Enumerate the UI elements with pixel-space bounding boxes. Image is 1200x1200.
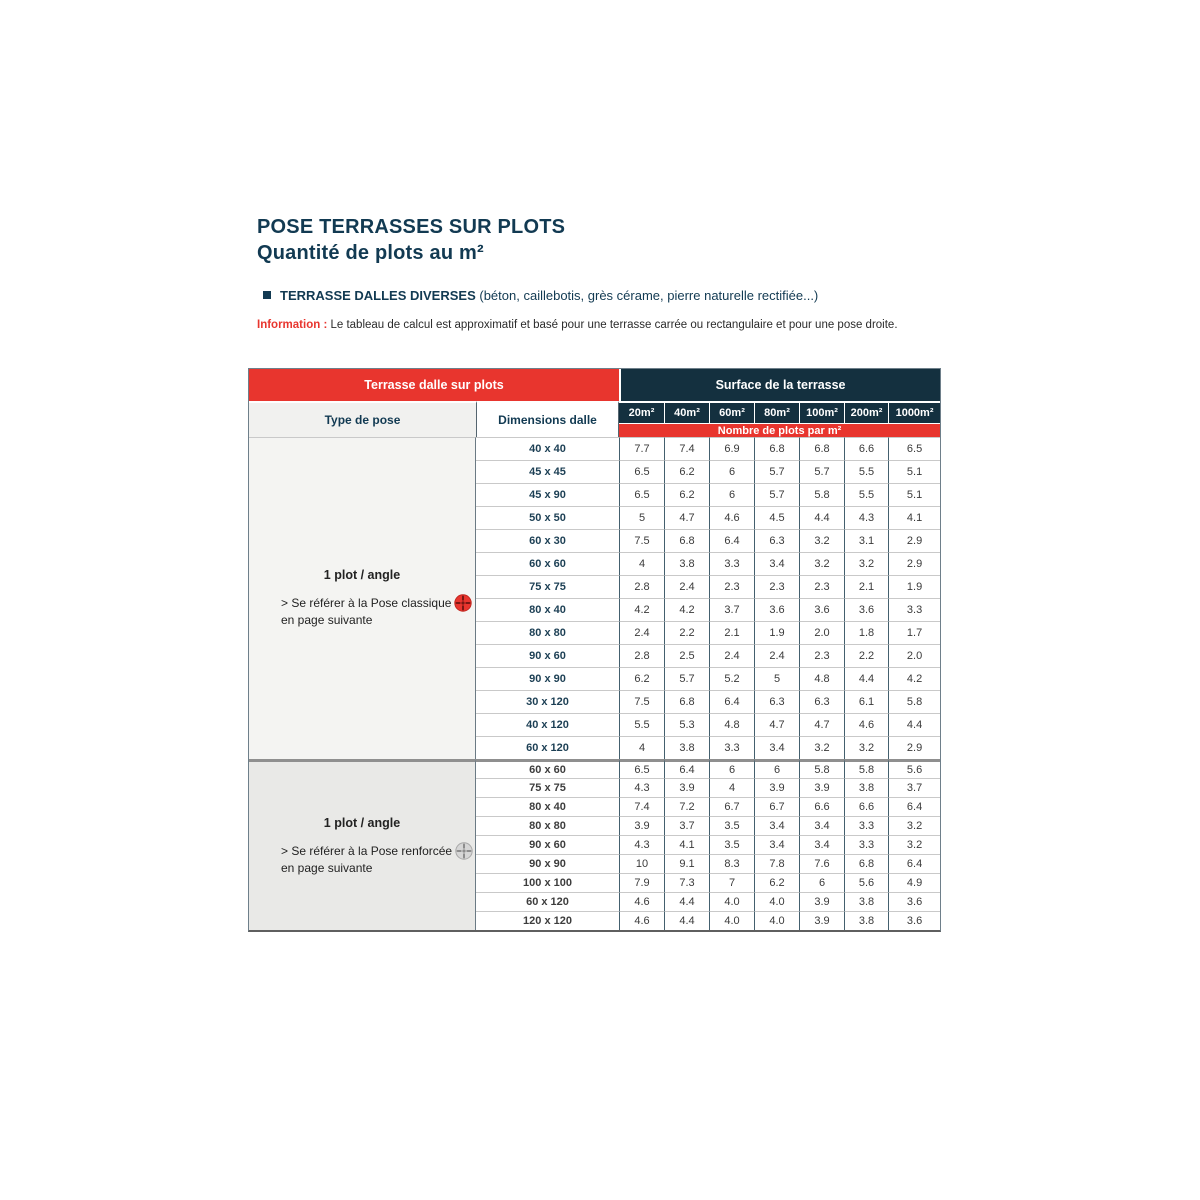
pose-reference-line2: en page suivante [281,860,373,875]
dimension-cell: 40 x 120 [476,713,619,736]
plots-value-cell: 6.8 [754,437,799,460]
plots-value-cell: 4.4 [799,506,844,529]
pose-classique-plot-icon [454,594,472,612]
plots-value-cell: 3.5 [709,816,754,835]
plots-value-cell: 4.4 [888,713,940,736]
pose-type-cell [249,437,476,759]
plots-value-cell: 2.1 [844,575,888,598]
dimension-cell: 90 x 90 [476,667,619,690]
plots-value-cell: 3.8 [844,892,888,911]
plots-value-cell: 4.0 [754,892,799,911]
plots-table-container [248,368,939,932]
plots-value-cell: 2.2 [664,621,709,644]
plots-value-cell: 3.6 [888,892,940,911]
column-header-80m2: 80m² [754,401,799,423]
plots-value-cell: 3.7 [664,816,709,835]
plots-value-cell: 6.4 [888,797,940,816]
plots-value-cell: 3.9 [799,778,844,797]
information-note [257,319,898,331]
plots-value-cell: 6.9 [709,437,754,460]
plots-value-cell: 6.2 [664,483,709,506]
plots-value-cell: 2.4 [619,621,664,644]
plots-value-cell: 3.4 [754,736,799,759]
plots-value-cell: 2.9 [888,552,940,575]
plots-value-cell: 6 [754,759,799,778]
plots-value-cell: 6.8 [664,529,709,552]
column-header-20m2: 20m² [619,401,664,423]
plots-value-cell: 3.9 [799,892,844,911]
pose-reference-line1: > Se référer à la Pose classique [281,596,452,610]
plots-value-cell: 4.3 [844,506,888,529]
plots-value-cell: 6.4 [709,690,754,713]
section-heading [263,288,818,303]
plots-value-cell: 3.7 [888,778,940,797]
dimension-cell: 100 x 100 [476,873,619,892]
plots-value-cell: 7.6 [799,854,844,873]
plots-value-cell: 10 [619,854,664,873]
plots-value-cell: 4 [619,552,664,575]
plots-table [248,368,941,932]
plots-value-cell: 2.3 [709,575,754,598]
plots-value-cell: 3.1 [844,529,888,552]
plots-value-cell: 3.8 [664,552,709,575]
plots-value-cell: 4.6 [709,506,754,529]
plots-value-cell: 1.9 [888,575,940,598]
plots-value-cell: 3.7 [709,598,754,621]
plots-value-cell: 6.6 [799,797,844,816]
plots-value-cell: 6.5 [619,460,664,483]
plots-value-cell: 4.8 [709,713,754,736]
plots-value-cell: 3.2 [799,736,844,759]
plots-value-cell: 5.5 [844,483,888,506]
plots-value-cell: 4.0 [754,911,799,930]
plots-value-cell: 6.7 [754,797,799,816]
dimension-cell: 60 x 30 [476,529,619,552]
dimension-cell: 60 x 120 [476,736,619,759]
page-title-line2: Quantité de plots au m² [257,242,484,264]
section-heading-bold: TERRASSE DALLES DIVERSES [280,288,476,303]
table-header [249,369,940,437]
dimension-cell: 60 x 60 [476,759,619,778]
header-surface-terrasse: Surface de la terrasse [619,369,940,401]
section-heading-rest: (béton, caillebotis, grès cérame, pierre naturelle rectifiée...) [475,288,819,303]
dimension-cell: 80 x 40 [476,797,619,816]
plots-value-cell: 1.8 [844,621,888,644]
plots-value-cell: 3.4 [754,816,799,835]
plots-value-cell: 5.8 [799,759,844,778]
plots-value-cell: 7.7 [619,437,664,460]
plots-value-cell: 7.9 [619,873,664,892]
plots-value-cell: 2.5 [664,644,709,667]
pose-reference [249,594,475,629]
plots-value-cell: 4.3 [619,835,664,854]
dimension-cell: 80 x 80 [476,816,619,835]
dimension-cell: 75 x 75 [476,575,619,598]
plots-value-cell: 5.7 [754,483,799,506]
plots-value-cell: 4.3 [619,778,664,797]
plots-value-cell: 5.8 [888,690,940,713]
plots-value-cell: 5 [754,667,799,690]
dimension-cell: 90 x 60 [476,835,619,854]
plots-value-cell: 2.9 [888,529,940,552]
dimension-cell: 80 x 40 [476,598,619,621]
column-header-1000m2: 1000m² [888,401,940,423]
page-title-line1: POSE TERRASSES SUR PLOTS [257,216,566,238]
dimension-cell: 80 x 80 [476,621,619,644]
column-header-40m2: 40m² [664,401,709,423]
plots-value-cell: 6.1 [844,690,888,713]
plots-value-cell: 6.5 [619,759,664,778]
plots-value-cell: 4.7 [664,506,709,529]
pose-title: 1 plot / angle [323,815,401,830]
plots-value-cell: 3.3 [888,598,940,621]
plots-value-cell: 7.5 [619,690,664,713]
table-section-1 [249,437,940,759]
plots-value-cell: 7.2 [664,797,709,816]
plots-value-cell: 4.0 [709,911,754,930]
column-header-60m2: 60m² [709,401,754,423]
pose-reference-line2: en page suivante [281,613,373,627]
plots-value-cell: 5.6 [888,759,940,778]
plots-value-cell: 6.2 [619,667,664,690]
plots-value-cell: 2.8 [619,575,664,598]
plots-value-cell: 4.6 [619,892,664,911]
plots-value-cell: 6 [709,483,754,506]
pose-renforcee-plot-icon [455,842,473,860]
plots-value-cell: 3.4 [799,816,844,835]
dimension-cell: 30 x 120 [476,690,619,713]
dimension-cell: 50 x 50 [476,506,619,529]
plots-value-cell: 7.4 [664,437,709,460]
plots-value-cell: 7 [709,873,754,892]
plots-value-cell: 4.4 [664,911,709,930]
plots-value-cell: 5.2 [709,667,754,690]
column-header-dimensions-dalle: Dimensions dalle [476,401,619,437]
plots-value-cell: 6.3 [754,529,799,552]
plots-value-cell: 4 [619,736,664,759]
header-terrasse-dalle: Terrasse dalle sur plots [249,369,619,401]
plots-value-cell: 3.6 [754,598,799,621]
plots-value-cell: 2.8 [619,644,664,667]
plots-value-cell: 6 [799,873,844,892]
plots-value-cell: 2.0 [799,621,844,644]
dimension-cell: 75 x 75 [476,778,619,797]
plots-value-cell: 3.9 [754,778,799,797]
plots-value-cell: 2.0 [888,644,940,667]
plots-value-cell: 2.2 [844,644,888,667]
plots-value-cell: 5.6 [844,873,888,892]
plots-value-cell: 2.1 [709,621,754,644]
dimension-cell: 90 x 60 [476,644,619,667]
plots-value-cell: 5.7 [664,667,709,690]
plots-value-cell: 3.6 [844,598,888,621]
column-header-100m2: 100m² [799,401,844,423]
plots-value-cell: 5.8 [799,483,844,506]
plots-value-cell: 6.3 [754,690,799,713]
plots-value-cell: 3.6 [888,911,940,930]
plots-value-cell: 4.1 [664,835,709,854]
plots-value-cell: 6.4 [664,759,709,778]
plots-value-cell: 4.1 [888,506,940,529]
plots-value-cell: 5.7 [754,460,799,483]
plots-value-cell: 6.5 [619,483,664,506]
plots-value-cell: 4.7 [799,713,844,736]
plots-value-cell: 4.2 [888,667,940,690]
plots-value-cell: 6 [709,759,754,778]
plots-value-cell: 5 [619,506,664,529]
plots-value-cell: 3.9 [619,816,664,835]
plots-value-cell: 5.5 [844,460,888,483]
plots-value-cell: 4.0 [709,892,754,911]
plots-value-cell: 3.2 [844,552,888,575]
plots-value-cell: 6.8 [664,690,709,713]
plots-value-cell: 6.2 [754,873,799,892]
dimension-cell: 40 x 40 [476,437,619,460]
plots-value-cell: 6.8 [844,854,888,873]
plots-value-cell: 6.6 [844,797,888,816]
plots-value-cell: 4.4 [664,892,709,911]
plots-value-cell: 3.3 [844,816,888,835]
plots-value-cell: 4.9 [888,873,940,892]
plots-value-cell: 4.7 [754,713,799,736]
plots-value-cell: 5.1 [888,483,940,506]
dimension-cell: 60 x 60 [476,552,619,575]
plots-value-cell: 3.8 [844,778,888,797]
plots-value-cell: 5.5 [619,713,664,736]
plots-value-cell: 4.4 [844,667,888,690]
plots-value-cell: 3.2 [888,835,940,854]
pose-title: 1 plot / angle [323,568,401,582]
plots-value-cell: 2.3 [799,575,844,598]
plots-value-cell: 2.4 [754,644,799,667]
table-row [249,759,940,778]
plots-value-cell: 5.7 [799,460,844,483]
plots-value-cell: 4 [709,778,754,797]
plots-value-cell: 6.5 [888,437,940,460]
plots-value-cell: 3.6 [799,598,844,621]
plots-value-cell: 7.4 [619,797,664,816]
plots-value-cell: 6 [709,460,754,483]
dimension-cell: 120 x 120 [476,911,619,930]
plots-value-cell: 2.4 [709,644,754,667]
plots-value-cell: 3.3 [844,835,888,854]
information-text: Le tableau de calcul est approximatif et basé pour une terrasse carrée ou rectangulaire et pour une pose droite. [327,319,898,331]
plots-value-cell: 4.2 [664,598,709,621]
pose-reference-line1: > Se référer à la Pose renforcée [281,843,453,858]
plots-value-cell: 2.3 [799,644,844,667]
plots-value-cell: 6.2 [664,460,709,483]
plots-value-cell: 5.1 [888,460,940,483]
plots-value-cell: 2.4 [664,575,709,598]
plots-value-cell: 5.3 [664,713,709,736]
dimension-cell: 60 x 120 [476,892,619,911]
plots-value-cell: 6.6 [844,437,888,460]
plots-value-cell: 1.9 [754,621,799,644]
plots-value-cell: 3.4 [754,835,799,854]
pose-reference [249,842,475,877]
plots-value-cell: 2.3 [754,575,799,598]
plots-value-cell: 7.8 [754,854,799,873]
plots-value-cell: 3.9 [799,911,844,930]
bullet-square-icon [263,291,271,299]
plots-value-cell: 3.3 [709,552,754,575]
plots-value-cell: 5.8 [844,759,888,778]
plots-value-cell: 2.9 [888,736,940,759]
page-title [257,214,565,266]
pose-type-cell [249,759,476,930]
dimension-cell: 90 x 90 [476,854,619,873]
plots-value-cell: 4.2 [619,598,664,621]
column-header-200m2: 200m² [844,401,888,423]
plots-value-cell: 3.2 [888,816,940,835]
plots-value-cell: 6.8 [799,437,844,460]
dimension-cell: 45 x 90 [476,483,619,506]
plots-value-cell: 1.7 [888,621,940,644]
plots-value-cell: 6.4 [709,529,754,552]
table-row [249,437,940,460]
plots-value-cell: 4.6 [844,713,888,736]
plots-value-cell: 7.5 [619,529,664,552]
plots-value-cell: 3.2 [799,552,844,575]
plots-value-cell: 6.4 [888,854,940,873]
plots-value-cell: 3.9 [664,778,709,797]
plots-value-cell: 7.3 [664,873,709,892]
plots-value-cell: 6.7 [709,797,754,816]
banner-nombre-plots: Nombre de plots par m² [619,423,940,437]
plots-value-cell: 9.1 [664,854,709,873]
plots-value-cell: 4.6 [619,911,664,930]
plots-value-cell: 3.5 [709,835,754,854]
dimension-cell: 45 x 45 [476,460,619,483]
plots-value-cell: 3.4 [754,552,799,575]
plots-value-cell: 3.4 [799,835,844,854]
plots-value-cell: 3.2 [844,736,888,759]
plots-value-cell: 3.2 [799,529,844,552]
plots-value-cell: 3.8 [844,911,888,930]
plots-value-cell: 4.8 [799,667,844,690]
information-label: Information : [257,319,328,331]
plots-value-cell: 3.8 [664,736,709,759]
plots-value-cell: 8.3 [709,854,754,873]
plots-value-cell: 6.3 [799,690,844,713]
plots-value-cell: 3.3 [709,736,754,759]
table-section-2 [249,759,940,930]
plots-value-cell: 4.5 [754,506,799,529]
column-header-type-de-pose: Type de pose [249,401,476,437]
